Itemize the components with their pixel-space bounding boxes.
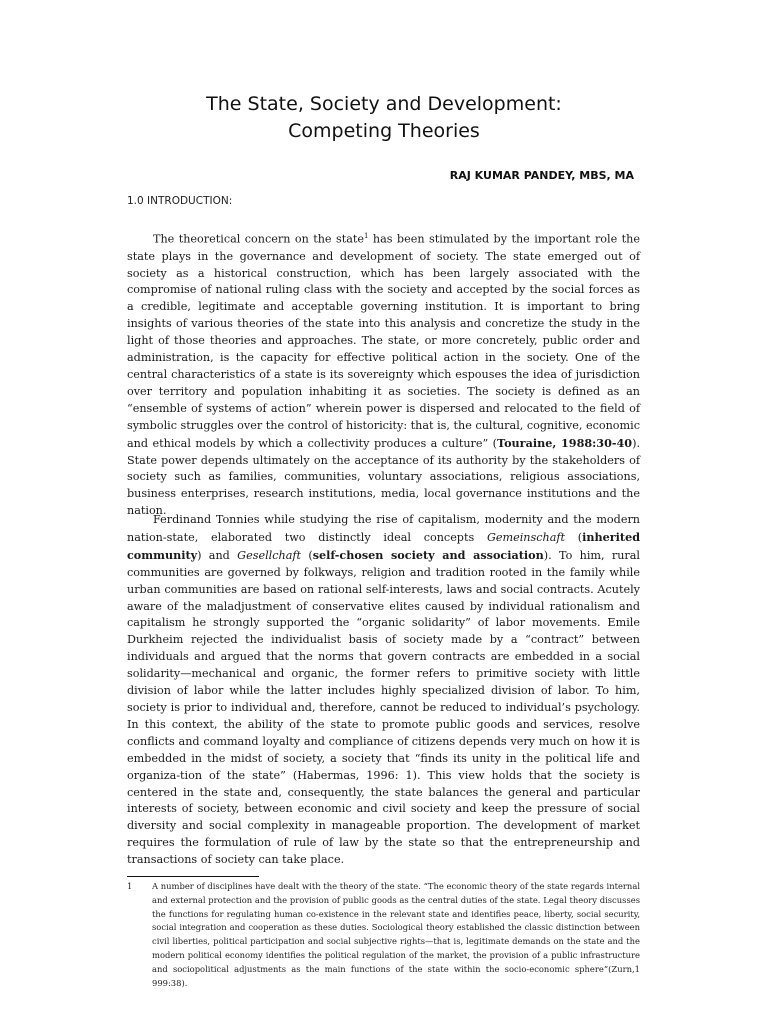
p2-text-a: Ferdinand Tonnies while studying the rise of capitalism, modernity and the modern nation-state, elaborated two distinctly ideal concepts	[127, 513, 640, 544]
term-gemeinschaft: Gemeinschaft	[486, 530, 566, 544]
paper-title	[0, 91, 768, 145]
author-byline: RAJ KUMAR PANDEY, MBS, MA	[449, 169, 634, 182]
footnote-reference[interactable]: 1	[363, 232, 369, 240]
title-line-2: Competing Theories	[288, 120, 480, 142]
p2-text-e: ). To him, rural communities are governed by folkways, religion and tradition rooted in the family while urban communities are based on rational self-interests, laws and social contracts. Acutely aware of the maladjustment of conservative elites caused by individual rationalism and capitalism he strongly supported the “organic solidarity” of labor movements. Emile Durkheim rejected the individualist basis of society made by a “contract” between individuals and argued that the norms that govern contracts are embedded in a social solidarity—mechanical and organic, the former refers to primitive society with little division of labor while the latter includes highly specialized division of labor. To him, society is prior to individual and, therefore, cannot be reduced to individual’s psychology. In this context, the ability of the state to promote public goods and services, resolve conflicts and command loyalty and compliance of citizens depends very much on how it is embedded in the midst of society, a society that “finds its unity in the political life and organiza-tion of the state” (Habermas, 1996: 1). This view holds that the society is centered in the state and, consequently, the state balances the general and particular interests of society, between economic and civil society and keep the pressure of social diversity and social complexity in manageable proportion. The development of market requires the formulation of rule of law by the state so that the entrepreneurship and transactions of society can take place.	[127, 548, 641, 867]
p2-text-c: ) and	[197, 548, 238, 562]
footnote-divider	[127, 876, 259, 877]
term-gesellchaft: Gesellchaft	[237, 548, 302, 562]
footnote-number: 1	[127, 881, 133, 891]
p1-text-c: ). State power depends ultimately on the acceptance of its authority by the stakeholders of society such as families, communities, voluntary associations, religious associations, business enterprises, research institutions, media, local governance institutions and the nation.	[127, 436, 640, 518]
section-heading: 1.0 INTRODUCTION:	[127, 195, 233, 207]
p2-text-b: (	[565, 530, 583, 544]
definition-self-chosen-society: self-chosen society and association	[312, 547, 544, 562]
definition-inherited-community: inherited community	[127, 529, 641, 562]
p1-text-b: has been stimulated by the important role the state plays in the governance and development of society. The state emerged out of society as a historical construction, which has been largely associated with the compromise of national ruling class with the society and accepted by the social forces as a credible, legitimate and acceptable governing institution. It is important to bring insights of various theories of the state into this analysis and concretize the study in the light of those theories and approaches. The state, or more concretely, public order and administration, is the capacity for effective political action in the society. One of the central characteristics of a state is its sovereignty which espouses the idea of jurisdiction over territory and population inhabiting it as societies. The society is defined as an “ensemble of systems of action” wherein power is dispersed and relocated to the field of symbolic struggles over the control of historicity: that is, the cultural, cognitive, economic and ethical models by which a collectivity produces a culture” (	[127, 232, 640, 450]
paragraph-tonnies	[127, 512, 640, 869]
paragraph-introduction	[127, 228, 640, 520]
p2-text-d: (	[301, 548, 313, 562]
title-line-1: The State, Society and Development:	[206, 93, 562, 115]
footnote-text: A number of disciplines have dealt with the theory of the state. “The economic theory of the state regards internal and external protection and the provision of public goods as the central duties of the state. Legal theory discusses the functions for regulating human co-existence in the relevant state and identifies peace, liberty, social security, social integration and cooperation as these duties. Sociological theory established the classic distinction between civil liberties, political participation and social subjective rights—that is, legitimate demands on the state and the modern political economy identifies the political regulation of the market, the provision of a public infrastructure and sociopolitical adjustments as the main functions of the state within the socio-economic sphere”(Zurn,1 999:38).	[152, 881, 640, 988]
p1-text-a: The theoretical concern on the state	[153, 232, 364, 246]
citation-touraine: Touraine, 1988:30-40	[497, 435, 633, 450]
